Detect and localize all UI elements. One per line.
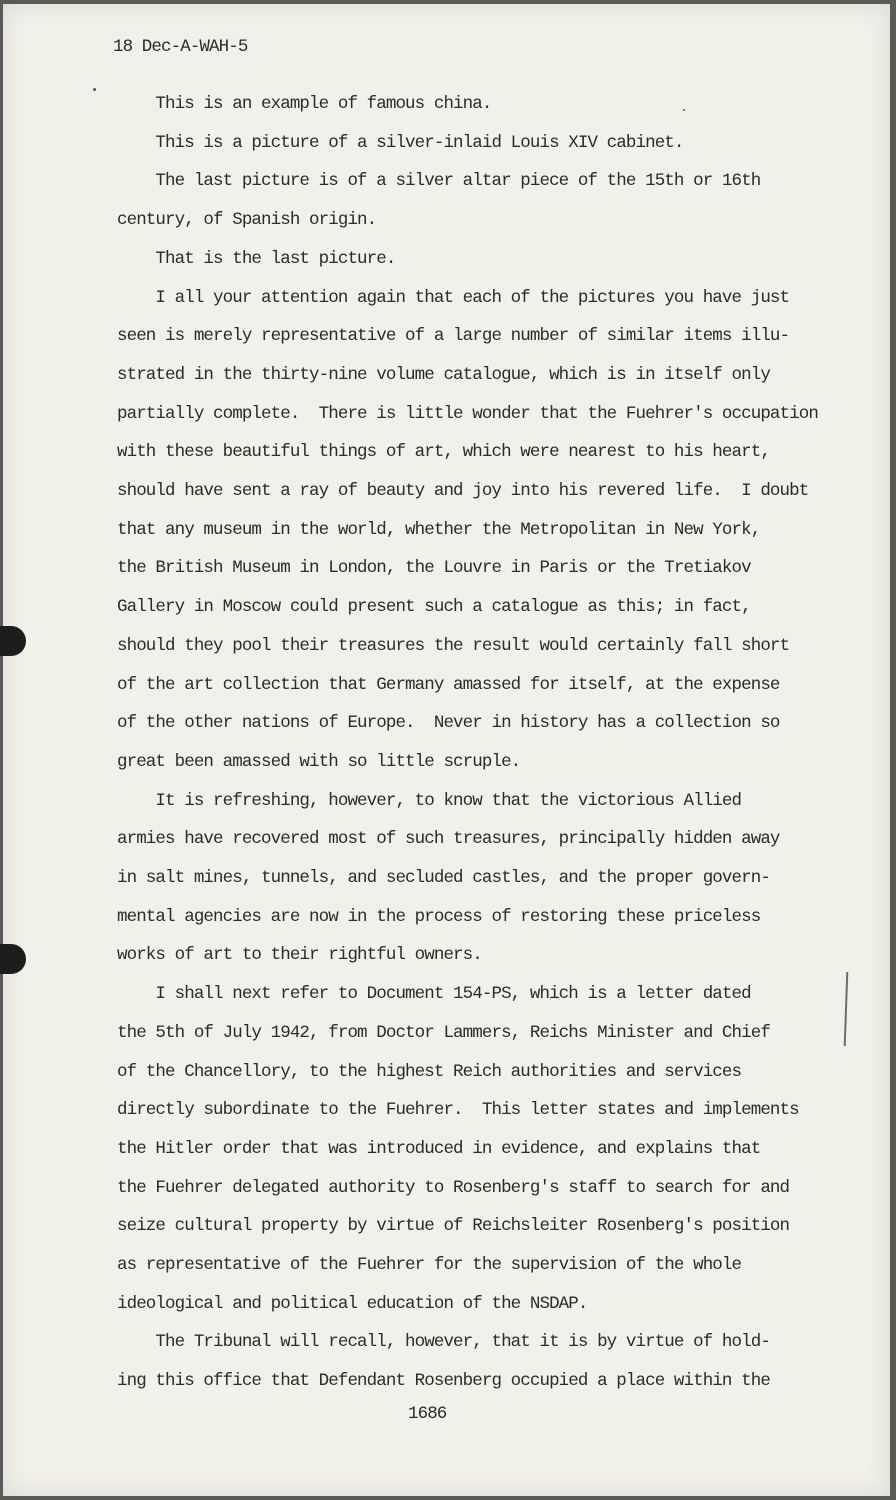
document-header: 18 Dec-A-WAH-5: [113, 37, 248, 57]
text-line: directly subordinate to the Fuehrer. This letter states and implements: [117, 1100, 799, 1120]
text-line: the British Museum in London, the Louvre in Paris or the Tretiakov: [117, 558, 751, 578]
text-line: seize cultural property by virtue of Reichsleiter Rosenberg's position: [117, 1216, 790, 1236]
paper-speck: [683, 109, 685, 111]
text-line: This is an example of famous china.: [117, 94, 492, 114]
margin-mark: [844, 972, 849, 1046]
text-line: that any museum in the world, whether the Metropolitan in New York,: [117, 520, 761, 540]
text-line: armies have recovered most of such treasures, principally hidden away: [117, 829, 780, 849]
text-line: ing this office that Defendant Rosenberg occupied a place within the: [117, 1371, 770, 1391]
text-line: ideological and political education of the NSDAP.: [117, 1294, 588, 1314]
text-line: It is refreshing, however, to know that the victorious Allied: [117, 791, 742, 811]
text-line: great been amassed with so little scruple.: [117, 752, 521, 772]
text-line: The Tribunal will recall, however, that it is by virtue of hold-: [117, 1332, 770, 1352]
text-line: The last picture is of a silver altar piece of the 15th or 16th: [117, 171, 761, 191]
text-line: Gallery in Moscow could present such a catalogue as this; in fact,: [117, 597, 751, 617]
text-line: as representative of the Fuehrer for the supervision of the whole: [117, 1255, 742, 1275]
text-line: of the art collection that Germany amassed for itself, at the expense: [117, 675, 780, 695]
text-line: the 5th of July 1942, from Doctor Lammers, Reichs Minister and Chief: [117, 1023, 770, 1043]
text-line: the Fuehrer delegated authority to Rosenberg's staff to search for and: [117, 1178, 790, 1198]
text-line: This is a picture of a silver-inlaid Louis XIV cabinet.: [117, 133, 684, 153]
text-line: mental agencies are now in the process of restoring these priceless: [117, 907, 761, 927]
text-line: in salt mines, tunnels, and secluded castles, and the proper govern-: [117, 868, 770, 888]
text-line: strated in the thirty-nine volume catalogue, which is in itself only: [117, 365, 770, 385]
text-line: century, of Spanish origin.: [117, 210, 377, 230]
page-number: 1686: [408, 1404, 447, 1424]
text-line: should have sent a ray of beauty and joy into his revered life. I doubt: [117, 481, 809, 501]
text-line: with these beautiful things of art, which were nearest to his heart,: [117, 442, 770, 462]
text-line: I all your attention again that each of the pictures you have just: [117, 288, 790, 308]
text-line: works of art to their rightful owners.: [117, 945, 482, 965]
text-line: partially complete. There is little wonder that the Fuehrer's occupation: [117, 404, 818, 424]
document-page: [3, 4, 890, 1496]
text-line: seen is merely representative of a large number of similar items illu-: [117, 326, 790, 346]
text-line: I shall next refer to Document 154-PS, which is a letter dated: [117, 984, 751, 1004]
text-line: That is the last picture.: [117, 249, 396, 269]
text-line: should they pool their treasures the result would certainly fall short: [117, 636, 790, 656]
text-line: of the other nations of Europe. Never in history has a collection so: [117, 713, 780, 733]
text-line: the Hitler order that was introduced in evidence, and explains that: [117, 1139, 761, 1159]
paper-speck: [93, 88, 96, 91]
text-line: of the Chancellory, to the highest Reich authorities and services: [117, 1062, 742, 1082]
